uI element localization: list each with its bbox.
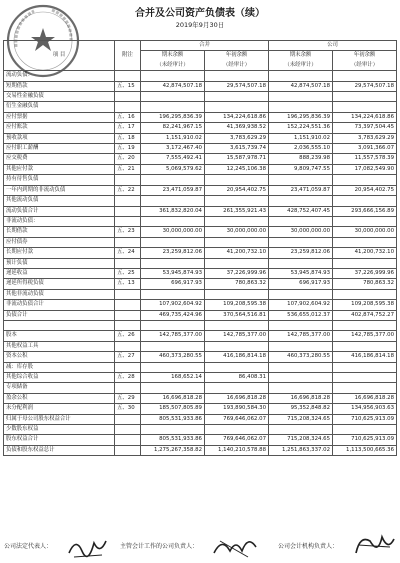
company-end-value: 95,352,848.82 — [269, 404, 333, 414]
accounting-dept-head-signature-icon — [352, 531, 396, 561]
row-item-label: 应付债券 — [4, 237, 115, 247]
company-end-value — [269, 289, 333, 299]
consolidated-begin-value: 142,785,377.00 — [205, 331, 269, 341]
table-row — [4, 279, 397, 289]
consolidated-begin-value: 109,208,595.38 — [205, 300, 269, 310]
company-end-value — [269, 320, 333, 330]
consolidated-end-value — [141, 175, 205, 185]
company-begin-value — [333, 175, 397, 185]
row-note — [115, 206, 141, 216]
company-begin-value: 142,785,377.00 — [333, 331, 397, 341]
row-item-label: 流动负债： — [4, 71, 115, 81]
row-item-label: 专项储备 — [4, 383, 115, 393]
consolidated-begin-value: 15,587,978.71 — [205, 154, 269, 164]
row-item-label: 减：库存股 — [4, 362, 115, 372]
company-begin-value: 73,397,504.45 — [333, 123, 397, 133]
consolidated-end-value — [141, 320, 205, 330]
consolidated-end-value: 16,696,818.28 — [141, 393, 205, 403]
row-note — [115, 435, 141, 445]
table-row — [4, 258, 397, 268]
company-end-value: 1,151,910.02 — [269, 133, 333, 143]
consolidated-begin-value — [205, 258, 269, 268]
table-row — [4, 196, 397, 206]
row-note — [115, 320, 141, 330]
company-begin-value: 416,186,814.18 — [333, 352, 397, 362]
row-note — [115, 258, 141, 268]
consolidated-end-value — [141, 237, 205, 247]
company-end-value: 715,208,324.65 — [269, 435, 333, 445]
row-note: 五、24 — [115, 248, 141, 258]
row-item-label: 衍生金融负债 — [4, 102, 115, 112]
company-begin-value: 20,954,402.75 — [333, 185, 397, 195]
row-note — [115, 383, 141, 393]
table-row — [4, 154, 397, 164]
table-row — [4, 123, 397, 133]
table-row — [4, 425, 397, 435]
company-end-value: 16,696,818.28 — [269, 393, 333, 403]
table-row — [4, 310, 397, 320]
row-note — [115, 289, 141, 299]
company-end-value: 888,239.98 — [269, 154, 333, 164]
consolidated-end-value: 3,172,467.40 — [141, 144, 205, 154]
company-begin-value: 3,091,366.07 — [333, 144, 397, 154]
consolidated-end-value: 196,295,836.39 — [141, 112, 205, 122]
row-item-label: 股本 — [4, 331, 115, 341]
consolidated-begin-value: 29,574,507.18 — [205, 81, 269, 91]
row-item-label: 股东权益合计 — [4, 435, 115, 445]
table-row — [4, 320, 397, 330]
consolidated-end-value: 168,652.14 — [141, 372, 205, 382]
table-row — [4, 112, 397, 122]
row-item-label: 应付票据 — [4, 112, 115, 122]
company-end-value: 30,000,000.00 — [269, 227, 333, 237]
company-end-value: 53,945,874.93 — [269, 268, 333, 278]
company-begin-value — [333, 71, 397, 81]
row-item-label: 长期借款 — [4, 227, 115, 237]
company-begin-value: 1,113,500,665.36 — [333, 445, 397, 455]
company-begin-value — [333, 362, 397, 372]
row-item-label: 非流动负债合计 — [4, 300, 115, 310]
consolidated-end-value: 7,555,492.41 — [141, 154, 205, 164]
consolidated-begin-value — [205, 362, 269, 372]
consolidated-begin-value: 86,408.31 — [205, 372, 269, 382]
consolidated-end-value: 42,874,507.18 — [141, 81, 205, 91]
consolidated-end-value — [141, 425, 205, 435]
table-row — [4, 414, 397, 424]
company-begin-value: 16,696,818.28 — [333, 393, 397, 403]
consolidated-end-value: 460,373,280.55 — [141, 352, 205, 362]
table-row — [4, 435, 397, 445]
consolidated-end-value: 185,507,805.89 — [141, 404, 205, 414]
company-end-value: 715,208,324.65 — [269, 414, 333, 424]
consolidated-end-value — [141, 71, 205, 81]
row-note — [115, 425, 141, 435]
row-item-label: 非流动负债： — [4, 216, 115, 226]
company-begin-value: 11,557,578.39 — [333, 154, 397, 164]
row-item-label: 负债合计 — [4, 310, 115, 320]
company-end-value: 9,809,747.55 — [269, 164, 333, 174]
row-note — [115, 92, 141, 102]
consolidated-begin-value — [205, 341, 269, 351]
company-end-value: 142,785,377.00 — [269, 331, 333, 341]
table-row — [4, 445, 397, 455]
consolidated-begin-value — [205, 320, 269, 330]
consolidated-end-value — [141, 196, 205, 206]
row-note: 五、19 — [115, 144, 141, 154]
company-end-value: 2,036,555.10 — [269, 144, 333, 154]
company-begin-value — [333, 425, 397, 435]
company-group-header: 公司 — [269, 41, 397, 51]
table-row — [4, 185, 397, 195]
company-begin-value — [333, 320, 397, 330]
row-note — [115, 237, 141, 247]
consolidated-end-value: 142,785,377.00 — [141, 331, 205, 341]
table-row — [4, 248, 397, 258]
company-begin-value: 3,783,629.29 — [333, 133, 397, 143]
legal-rep-label: 公司法定代表人： — [4, 543, 53, 550]
row-item-label: 资本公积 — [4, 352, 115, 362]
consolidated-end-value: 5,069,579.62 — [141, 164, 205, 174]
consolidated-begin-value — [205, 425, 269, 435]
row-item-label: 应交税费 — [4, 154, 115, 164]
consolidated-begin-value: 16,696,818.28 — [205, 393, 269, 403]
company-end-value — [269, 216, 333, 226]
company-begin-value: 780,863.32 — [333, 279, 397, 289]
company-end-value — [269, 102, 333, 112]
table-row — [4, 393, 397, 403]
row-item-label: 持有待售负债 — [4, 175, 115, 185]
row-item-label: 短期借款 — [4, 81, 115, 91]
company-begin-value — [333, 92, 397, 102]
row-note: 五、27 — [115, 352, 141, 362]
row-item-label: 负债和股东权益总计 — [4, 445, 115, 455]
page-title: 合并及公司资产负债表（续） — [135, 8, 265, 19]
company-begin-value: 29,574,507.18 — [333, 81, 397, 91]
consolidated-end-value: 469,735,424.96 — [141, 310, 205, 320]
consolidated-end-value: 107,902,604.92 — [141, 300, 205, 310]
company-end-value: 460,373,280.55 — [269, 352, 333, 362]
company-end-value: 428,752,407.45 — [269, 206, 333, 216]
company-end-value: 23,471,059.87 — [269, 185, 333, 195]
consolidated-begin-value: 193,890,584.30 — [205, 404, 269, 414]
company-end-value — [269, 258, 333, 268]
company-begin-value: 402,874,752.27 — [333, 310, 397, 320]
report-date: 2019年9月30日 — [175, 21, 225, 29]
row-note: 五、29 — [115, 393, 141, 403]
consolidated-end-value: 805,531,933.86 — [141, 435, 205, 445]
row-note — [115, 445, 141, 455]
row-note: 五、25 — [115, 268, 141, 278]
signature-footer — [0, 535, 400, 561]
company-begin-value: 134,224,618.86 — [333, 112, 397, 122]
row-note — [115, 102, 141, 112]
consolidated-end-value — [141, 341, 205, 351]
consolidated-end-header: 期末余额 （未经审计） — [141, 51, 205, 71]
item-column-header: 项 目 — [4, 41, 115, 71]
consolidated-begin-value: 370,564,516.81 — [205, 310, 269, 320]
row-note — [115, 362, 141, 372]
consolidated-begin-value: 3,615,739.74 — [205, 144, 269, 154]
company-end-value — [269, 362, 333, 372]
row-note: 五、30 — [115, 404, 141, 414]
consolidated-end-value — [141, 289, 205, 299]
company-end-value: 42,874,507.18 — [269, 81, 333, 91]
row-note: 五、20 — [115, 154, 141, 164]
table-row — [4, 268, 397, 278]
consolidated-end-value: 23,259,812.06 — [141, 248, 205, 258]
table-row — [4, 289, 397, 299]
row-note — [115, 196, 141, 206]
legal-rep-signature-icon — [66, 535, 110, 561]
consolidated-begin-value: 769,646,062.07 — [205, 414, 269, 424]
consolidated-begin-value — [205, 237, 269, 247]
accounting-dept-head-label: 公司会计机构负责人： — [278, 543, 339, 550]
consolidated-begin-value — [205, 175, 269, 185]
company-begin-value: 293,666,156.89 — [333, 206, 397, 216]
consolidated-end-value: 82,241,967.15 — [141, 123, 205, 133]
table-row — [4, 102, 397, 112]
company-begin-value — [333, 289, 397, 299]
row-item-label: 递延所得税负债 — [4, 279, 115, 289]
row-note — [115, 341, 141, 351]
table-row — [4, 352, 397, 362]
consolidated-end-value: 53,945,874.93 — [141, 268, 205, 278]
company-end-value: 1,251,863,337.02 — [269, 445, 333, 455]
table-row — [4, 133, 397, 143]
row-item-label: 应付职工薪酬 — [4, 144, 115, 154]
row-item-label: 其他非流动负债 — [4, 289, 115, 299]
company-end-value: 107,902,604.92 — [269, 300, 333, 310]
company-begin-value: 134,956,903.63 — [333, 404, 397, 414]
row-note: 五、23 — [115, 227, 141, 237]
note-column-header: 附注 — [115, 41, 141, 71]
row-item-label: 未分配利润 — [4, 404, 115, 414]
row-item-label: 递延收益 — [4, 268, 115, 278]
company-begin-value: 30,000,000.00 — [333, 227, 397, 237]
row-item-label: 其他权益工具 — [4, 341, 115, 351]
consolidated-end-value — [141, 102, 205, 112]
company-end-value — [269, 71, 333, 81]
row-note: 五、18 — [115, 133, 141, 143]
company-begin-value: 41,200,732.10 — [333, 248, 397, 258]
consolidated-begin-value: 30,000,000.00 — [205, 227, 269, 237]
row-item-label: 流动负债合计 — [4, 206, 115, 216]
row-note: 五、13 — [115, 279, 141, 289]
consolidated-begin-value — [205, 102, 269, 112]
row-note: 五、21 — [115, 164, 141, 174]
consolidated-begin-header: 年初余额 （经审计） — [205, 51, 269, 71]
company-end-value: 152,224,551.36 — [269, 123, 333, 133]
table-row — [4, 404, 397, 414]
row-item-label: 其他流动负债 — [4, 196, 115, 206]
consolidated-begin-value — [205, 216, 269, 226]
consolidated-end-value — [141, 92, 205, 102]
consolidated-end-value: 361,832,820.04 — [141, 206, 205, 216]
consolidated-begin-value: 780,863.32 — [205, 279, 269, 289]
consolidated-end-value: 1,151,910.02 — [141, 133, 205, 143]
company-begin-value: 109,208,595.38 — [333, 300, 397, 310]
table-row — [4, 237, 397, 247]
consolidated-end-value: 1,275,267,358.82 — [141, 445, 205, 455]
row-note: 五、17 — [115, 123, 141, 133]
company-begin-value — [333, 237, 397, 247]
table-row — [4, 372, 397, 382]
consolidated-group-header: 合并 — [141, 41, 269, 51]
company-end-value — [269, 341, 333, 351]
row-item-label: 预收款项 — [4, 133, 115, 143]
consolidated-begin-value — [205, 71, 269, 81]
table-row — [4, 206, 397, 216]
table-row — [4, 341, 397, 351]
consolidated-begin-value: 134,224,618.86 — [205, 112, 269, 122]
consolidated-end-value — [141, 258, 205, 268]
consolidated-end-value — [141, 362, 205, 372]
table-row — [4, 175, 397, 185]
table-row — [4, 331, 397, 341]
company-end-value — [269, 196, 333, 206]
table-row — [4, 216, 397, 226]
row-item-label: 其他综合收益 — [4, 372, 115, 382]
company-end-value — [269, 425, 333, 435]
table-row — [4, 227, 397, 237]
row-note — [115, 414, 141, 424]
company-begin-value — [333, 216, 397, 226]
company-end-value: 696,917.93 — [269, 279, 333, 289]
company-begin-value — [333, 383, 397, 393]
consolidated-begin-value: 20,954,402.75 — [205, 185, 269, 195]
table-row — [4, 92, 397, 102]
consolidated-begin-value — [205, 289, 269, 299]
row-note: 五、28 — [115, 372, 141, 382]
row-item-label: 预计负债 — [4, 258, 115, 268]
company-end-value — [269, 92, 333, 102]
consolidated-begin-value — [205, 196, 269, 206]
row-item-label: 一年内到期的非流动负债 — [4, 185, 115, 195]
consolidated-begin-value: 41,200,732.10 — [205, 248, 269, 258]
company-end-value: 196,295,836.39 — [269, 112, 333, 122]
balance-sheet-table — [3, 40, 397, 456]
row-note: 五、22 — [115, 185, 141, 195]
company-begin-value — [333, 341, 397, 351]
company-begin-value — [333, 102, 397, 112]
consolidated-end-value: 23,471,059.87 — [141, 185, 205, 195]
row-note: 五、15 — [115, 81, 141, 91]
company-end-value: 23,259,812.06 — [269, 248, 333, 258]
row-item-label: 少数股东权益 — [4, 425, 115, 435]
consolidated-end-value: 696,917.93 — [141, 279, 205, 289]
company-begin-value — [333, 372, 397, 382]
consolidated-begin-value: 37,226,999.96 — [205, 268, 269, 278]
row-note — [115, 310, 141, 320]
row-item-label — [4, 320, 115, 330]
company-begin-value — [333, 258, 397, 268]
company-begin-value: 710,625,913.09 — [333, 414, 397, 424]
table-row — [4, 144, 397, 154]
consolidated-begin-value: 12,245,106.38 — [205, 164, 269, 174]
consolidated-begin-value: 3,783,629.29 — [205, 133, 269, 143]
consolidated-end-value — [141, 383, 205, 393]
consolidated-begin-value: 261,355,921.43 — [205, 206, 269, 216]
consolidated-end-value: 805,531,933.86 — [141, 414, 205, 424]
row-item-label: 其他应付款 — [4, 164, 115, 174]
row-item-label: 长期应付款 — [4, 248, 115, 258]
row-note — [115, 71, 141, 81]
consolidated-end-value — [141, 216, 205, 226]
company-end-value — [269, 383, 333, 393]
table-row — [4, 71, 397, 81]
table-body — [4, 71, 397, 456]
company-begin-header: 年初余额 （经审计） — [333, 51, 397, 71]
consolidated-begin-value: 1,140,210,578.88 — [205, 445, 269, 455]
table-row — [4, 362, 397, 372]
accounting-head-label: 主管会计工作的公司负责人： — [120, 543, 199, 550]
consolidated-begin-value — [205, 92, 269, 102]
consolidated-begin-value: 769,646,062.07 — [205, 435, 269, 445]
row-note — [115, 175, 141, 185]
row-item-label: 交易性金融负债 — [4, 92, 115, 102]
consolidated-end-value: 30,000,000.00 — [141, 227, 205, 237]
company-begin-value — [333, 196, 397, 206]
company-end-value — [269, 372, 333, 382]
company-end-value — [269, 237, 333, 247]
company-end-value — [269, 175, 333, 185]
consolidated-begin-value: 416,186,814.18 — [205, 352, 269, 362]
row-item-label: 归属于母公司股东权益合计 — [4, 414, 115, 424]
table-row — [4, 81, 397, 91]
table-row — [4, 300, 397, 310]
row-note — [115, 216, 141, 226]
company-end-header: 期末余额 （未经审计） — [269, 51, 333, 71]
header-row-groups — [4, 41, 397, 51]
company-end-value: 536,655,012.37 — [269, 310, 333, 320]
consolidated-begin-value — [205, 383, 269, 393]
row-item-label: 盈余公积 — [4, 393, 115, 403]
accounting-head-signature-icon — [210, 533, 260, 561]
consolidated-begin-value: 41,369,938.52 — [205, 123, 269, 133]
company-begin-value: 710,625,913.09 — [333, 435, 397, 445]
company-begin-value: 17,082,549.90 — [333, 164, 397, 174]
table-row — [4, 383, 397, 393]
row-item-label: 应付账款 — [4, 123, 115, 133]
company-begin-value: 37,226,999.96 — [333, 268, 397, 278]
table-row — [4, 164, 397, 174]
row-note — [115, 300, 141, 310]
row-note: 五、26 — [115, 331, 141, 341]
row-note: 五、16 — [115, 112, 141, 122]
